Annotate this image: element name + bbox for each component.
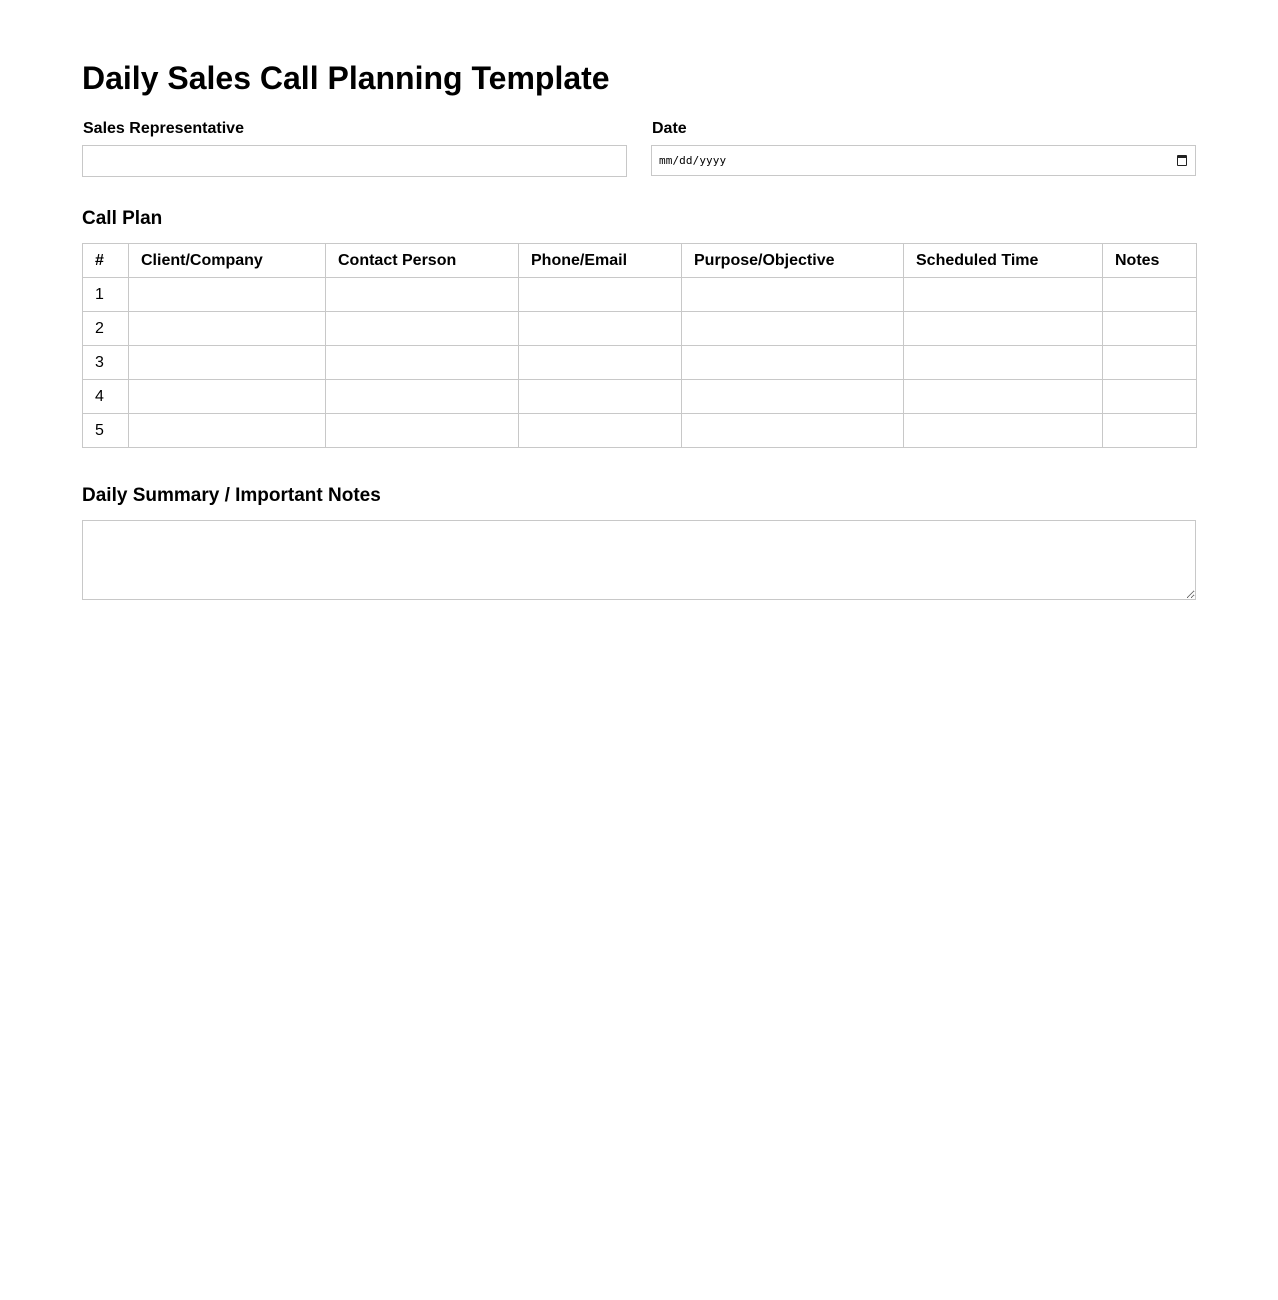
- page-title: Daily Sales Call Planning Template: [82, 60, 610, 96]
- time-cell[interactable]: [904, 346, 1103, 380]
- contact-cell[interactable]: [326, 380, 519, 414]
- column-header-purpose: Purpose/Objective: [682, 244, 904, 278]
- column-header-notes: Notes: [1103, 244, 1197, 278]
- purpose-cell[interactable]: [682, 312, 904, 346]
- time-cell[interactable]: [904, 414, 1103, 448]
- row-number: 5: [83, 414, 129, 448]
- column-header-client: Client/Company: [129, 244, 326, 278]
- table-row: [83, 312, 1197, 346]
- notes-cell[interactable]: [1103, 312, 1197, 346]
- date-field: [651, 118, 1196, 167]
- time-cell[interactable]: [904, 278, 1103, 312]
- call-plan-table: [82, 243, 1197, 448]
- phone-cell[interactable]: [519, 346, 682, 380]
- sales-rep-label: Sales Representative: [83, 120, 244, 137]
- phone-cell[interactable]: [519, 312, 682, 346]
- notes-cell[interactable]: [1103, 414, 1197, 448]
- summary-textarea[interactable]: [82, 520, 1196, 600]
- date-placeholder: mm/dd/yyyy: [659, 154, 727, 167]
- purpose-cell[interactable]: [682, 346, 904, 380]
- purpose-cell[interactable]: [682, 380, 904, 414]
- column-header-phone: Phone/Email: [519, 244, 682, 278]
- phone-cell[interactable]: [519, 380, 682, 414]
- client-cell[interactable]: [129, 380, 326, 414]
- row-number: 4: [83, 380, 129, 414]
- contact-cell[interactable]: [326, 278, 519, 312]
- notes-cell[interactable]: [1103, 380, 1197, 414]
- call-plan-title: Call Plan: [82, 208, 163, 229]
- table-row: [83, 380, 1197, 414]
- summary-title: Daily Summary / Important Notes: [82, 485, 381, 506]
- phone-cell[interactable]: [519, 278, 682, 312]
- contact-cell[interactable]: [326, 346, 519, 380]
- purpose-cell[interactable]: [682, 278, 904, 312]
- table-header-row: [83, 244, 1197, 278]
- sales-rep-field: [82, 118, 627, 140]
- contact-cell[interactable]: [326, 312, 519, 346]
- time-cell[interactable]: [904, 312, 1103, 346]
- notes-cell[interactable]: [1103, 278, 1197, 312]
- client-cell[interactable]: [129, 278, 326, 312]
- contact-cell[interactable]: [326, 414, 519, 448]
- client-cell[interactable]: [129, 312, 326, 346]
- purpose-cell[interactable]: [682, 414, 904, 448]
- date-input[interactable]: [651, 145, 1196, 176]
- date-label: Date: [652, 120, 687, 137]
- client-cell[interactable]: [129, 346, 326, 380]
- phone-cell[interactable]: [519, 414, 682, 448]
- table-row: [83, 278, 1197, 312]
- column-header-time: Scheduled Time: [904, 244, 1103, 278]
- calendar-icon[interactable]: [1177, 155, 1187, 166]
- table-row: [83, 414, 1197, 448]
- client-cell[interactable]: [129, 414, 326, 448]
- row-number: 1: [83, 278, 129, 312]
- table-row: [83, 346, 1197, 380]
- column-header-number: #: [83, 244, 129, 278]
- row-number: 2: [83, 312, 129, 346]
- notes-cell[interactable]: [1103, 346, 1197, 380]
- column-header-contact: Contact Person: [326, 244, 519, 278]
- time-cell[interactable]: [904, 380, 1103, 414]
- row-number: 3: [83, 346, 129, 380]
- sales-rep-input[interactable]: [82, 145, 627, 177]
